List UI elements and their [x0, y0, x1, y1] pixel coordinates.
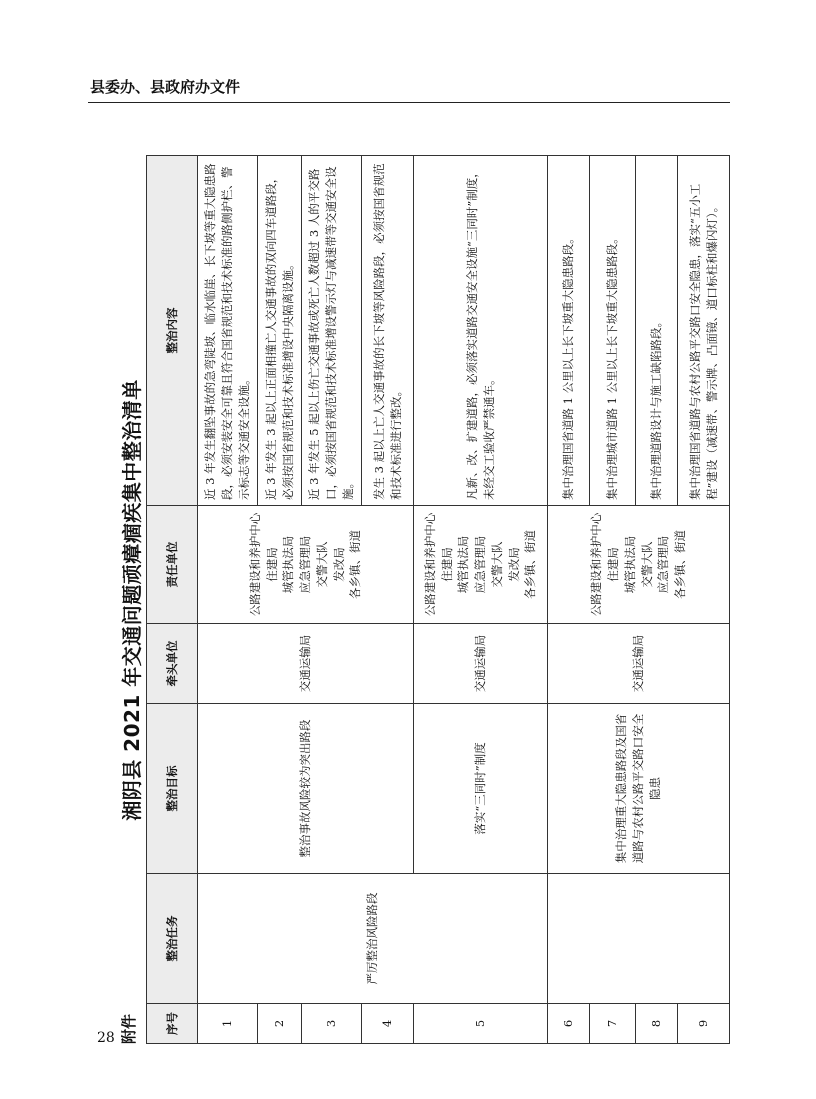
table-header-row [147, 156, 198, 1044]
header-divider [88, 102, 730, 103]
document-header-title: 县委办、县政府办文件 [90, 78, 241, 96]
task-cell [198, 874, 548, 1004]
table-row [198, 156, 258, 1044]
resp-cell: 公路建设和养护中心 住建局 城管执法局 应急管理局 交警大队 发改局 各乡镇、街道 [414, 506, 548, 624]
row-number: 7 [590, 1004, 636, 1044]
rotated-table-area [118, 156, 719, 1044]
row-number: 2 [258, 1004, 302, 1044]
attachment-label: 附件 [120, 1013, 138, 1044]
col-header-resp: 责任单位 [147, 506, 198, 624]
content-cell: 近 3 年发生翻坠事故的急弯陡坡、临水临崖、长下坡等重大隐患路段，必须安装安全可靠且符合国省规范和技术标准的路侧护栏、警示标志等交通安全设施。 [198, 156, 258, 506]
table-title: 湘阴县 2021 年交通问题顽瘴痼疾集中整治清单 [120, 379, 144, 821]
lead-cell: 交通运输局 [198, 624, 414, 704]
row-number: 8 [636, 1004, 678, 1044]
content-cell: 凡新、改、扩建道路，必须落实道路交通安全设施“三同时”制度，未经交工验收严禁通车。 [414, 156, 548, 506]
row-number: 9 [678, 1004, 730, 1044]
task-text: 严厉整治风险路段 [365, 892, 380, 985]
row-number: 5 [414, 1004, 548, 1044]
content-cell: 近 3 年发生 3 起以上正面相撞亡人交通事故的双向四车道路段，必须按国省规范和技术标准增设中央隔离设施。 [258, 156, 302, 506]
target-cell: 落实“三同时”制度 [414, 704, 548, 874]
content-cell: 集中治理国省道路与农村公路平交路口安全隐患，落实“五小工程”建设（减速带、警示牌、凸面镜、道口标柱和爆闪灯）。 [678, 156, 730, 506]
content-cell: 集中治理道路设计与施工缺陷路段。 [636, 156, 678, 506]
row-number: 6 [548, 1004, 590, 1044]
task-cell-empty [548, 874, 730, 1004]
content-cell: 集中治理城市道路 1 公里以上长下坡重大隐患路段。 [590, 156, 636, 506]
rectification-table [146, 155, 730, 1044]
col-header-no: 序号 [147, 1004, 198, 1044]
resp-cell: 公路建设和养护中心 住建局 城管执法局 交警大队 应急管理局 各乡镇、街道 [548, 506, 730, 624]
col-header-task: 整治任务 [147, 874, 198, 1004]
content-cell: 近 3 年发生 5 起以上伤亡交通事故或死亡人数超过 3 人的平交路口，必须按国省规范和技术标准增设警示灯与减速带等交通安全设施。 [302, 156, 362, 506]
content-cell: 发生 3 起以上亡人交通事故的长下坡等风险路段，必须按国省规范和技术标准进行整改。 [362, 156, 414, 506]
col-header-content: 整治内容 [147, 156, 198, 506]
row-number: 3 [302, 1004, 362, 1044]
col-header-target: 整治目标 [147, 704, 198, 874]
lead-cell: 交通运输局 [548, 624, 730, 704]
resp-cell: 公路建设和养护中心 住建局 城管执法局 应急管理局 交警大队 发改局 各乡镇、街道 [198, 506, 414, 624]
row-number: 4 [362, 1004, 414, 1044]
target-cell: 集中治理重大隐患路段及国省道路与农村公路平交路口安全隐患 [548, 704, 730, 874]
target-cell: 整治事故风险较为突出路段 [198, 704, 414, 874]
col-header-lead: 牵头单位 [147, 624, 198, 704]
page-number: 28 [97, 1030, 115, 1046]
table-row [548, 156, 590, 1044]
content-cell: 集中治理国省道路 1 公里以上长下坡重大隐患路段。 [548, 156, 590, 506]
row-number: 1 [198, 1004, 258, 1044]
lead-cell: 交通运输局 [414, 624, 548, 704]
